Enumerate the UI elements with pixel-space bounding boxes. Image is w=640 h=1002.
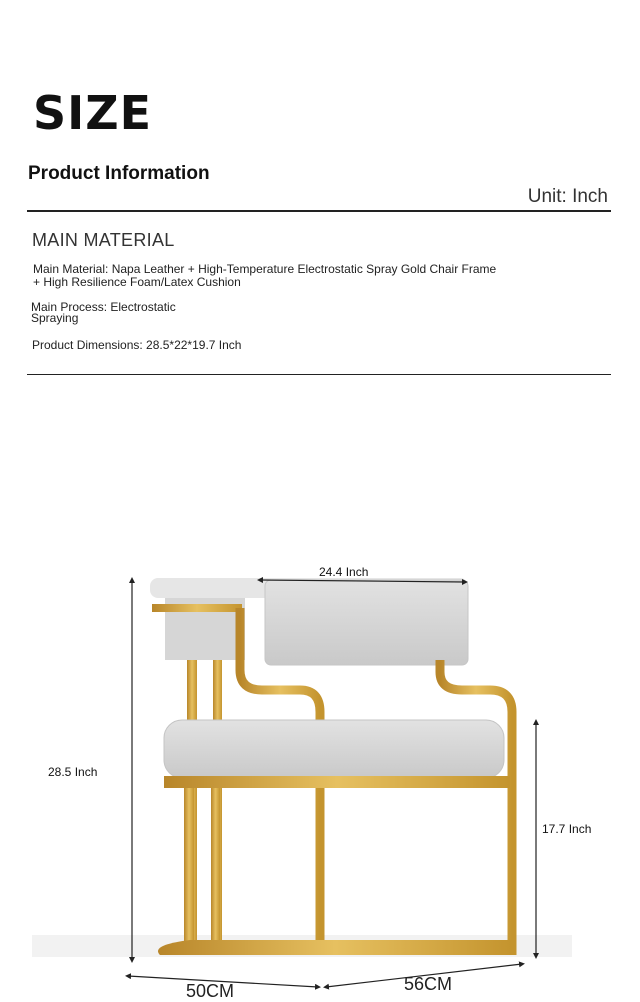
arm-frame-right	[440, 660, 512, 955]
unit-label: Unit: Inch	[527, 186, 608, 207]
section-heading: Product Information	[28, 163, 210, 184]
material-line-1: Main Material: Napa Leather + High-Temperature Electrostatic Spray Gold Chair Frame	[33, 262, 497, 276]
material-line-2: + High Resilience Foam/Latex Cushion	[33, 275, 241, 289]
front-leg-inner	[211, 788, 220, 948]
height-label: 28.5 Inch	[48, 765, 98, 779]
seat-height-label: 17.7 Inch	[542, 822, 592, 836]
process-line-1: Main Process: Electrostatic	[31, 300, 176, 314]
width-label: 24.4 Inch	[319, 565, 369, 579]
width-label-cm: 56CM	[404, 974, 453, 994]
backrest-panel	[265, 580, 468, 665]
seat-cushion	[164, 720, 504, 778]
process-line-2: Spraying	[31, 311, 79, 325]
seat-frame	[164, 776, 510, 788]
back-frame-band	[152, 604, 242, 612]
material-heading: MAIN MATERIAL	[32, 230, 175, 250]
base-ring	[158, 940, 512, 955]
page-title: SIZE	[33, 86, 153, 140]
front-leg-left	[184, 788, 194, 953]
dimensions-line: Product Dimensions: 28.5*22*19.7 Inch	[32, 338, 242, 352]
depth-label-cm: 50CM	[186, 981, 235, 1001]
